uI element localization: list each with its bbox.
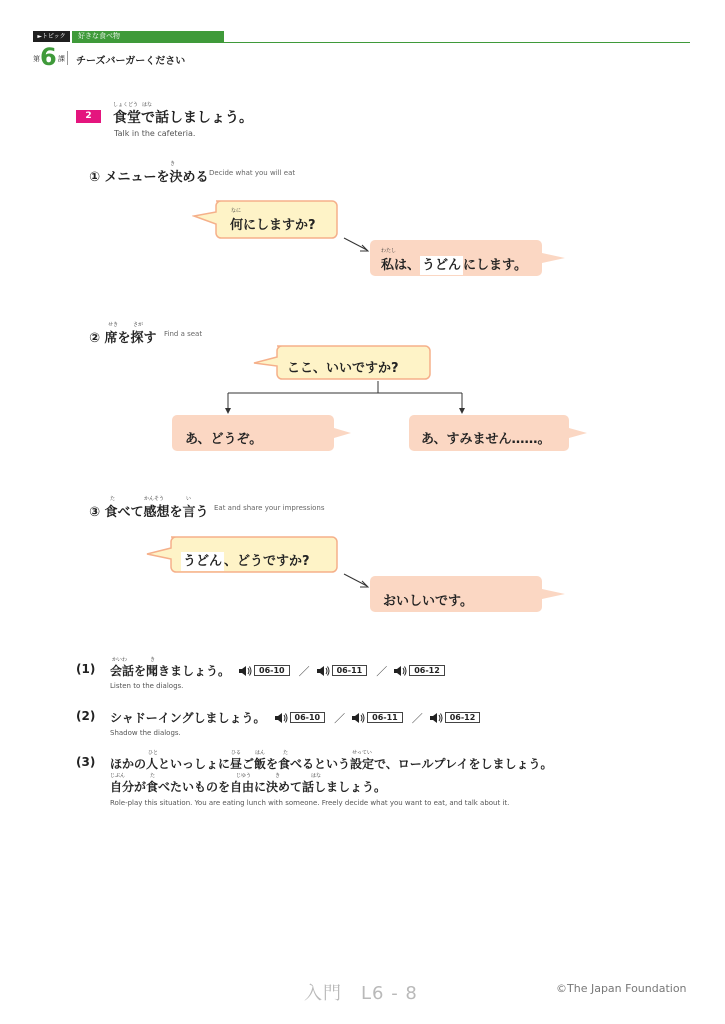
speaker-icon — [393, 666, 407, 676]
speaker-icon — [429, 713, 443, 723]
answer-text: にします。 — [463, 258, 527, 273]
step1-heading: ① メニューを決める — [89, 170, 209, 185]
audio-track-code: 06-12 — [445, 712, 481, 723]
ruby: せき — [108, 322, 119, 328]
section-number: 2 — [76, 110, 101, 123]
audio-track-code: 06-10 — [254, 665, 290, 676]
task-english: Role-play this situation. You are eating lunch with someone. Freely decide what you want to eat, and talk about it. — [110, 799, 510, 807]
ruby: はん — [255, 750, 266, 756]
audio-track-code: 06-11 — [367, 712, 403, 723]
ruby: しょくどう — [113, 102, 139, 108]
task-number: (3) — [76, 755, 96, 769]
topic-title: 好きな食べ物 — [72, 31, 224, 42]
step3-heading: ③ 食べて感想を言う — [89, 505, 209, 520]
ruby: き — [150, 657, 156, 663]
ruby: なに — [231, 208, 242, 214]
step3-english: Eat and share your impressions — [214, 504, 325, 512]
audio-button[interactable] — [316, 665, 368, 676]
question-text: 、どうですか? — [224, 554, 310, 569]
branch-arrows — [220, 380, 470, 416]
separator: ／ — [334, 711, 346, 725]
task-row — [110, 662, 448, 679]
lesson-dai: 第 — [33, 55, 40, 63]
audio-button[interactable] — [393, 665, 445, 676]
substitution-word: うどん — [422, 258, 462, 273]
step2-answer1: あ、どうぞ。 — [185, 432, 263, 447]
step3-answer: おいしいです。 — [383, 594, 473, 609]
audio-track-code: 06-12 — [409, 665, 445, 676]
task-text: 会話を聞きましょう。 — [110, 664, 231, 678]
lesson-divider — [67, 51, 68, 65]
audio-button[interactable] — [429, 712, 481, 723]
task-row — [110, 709, 483, 726]
step2-question: ここ、いいですか? — [287, 361, 399, 376]
step3-question — [181, 550, 310, 569]
ruby: ひる — [231, 750, 242, 756]
ruby: た — [110, 496, 116, 502]
task-text: シャドーイングしましょう。 — [110, 711, 266, 725]
speaker-icon — [316, 666, 330, 676]
ruby: き — [170, 161, 176, 167]
ruby: せってい — [352, 750, 372, 756]
separator: ／ — [376, 664, 388, 678]
substitution-word: うどん — [183, 554, 223, 569]
audio-track-code: 06-11 — [332, 665, 368, 676]
separator: ／ — [411, 711, 423, 725]
audio-track-code: 06-10 — [290, 712, 326, 723]
lesson-title: チーズバーガーください — [76, 56, 186, 67]
audio-button[interactable] — [238, 665, 290, 676]
step2-heading: ② 席を探す — [89, 331, 157, 346]
section-subtitle: Talk in the cafeteria. — [114, 129, 196, 138]
ruby: じぶん — [110, 773, 126, 779]
audio-button[interactable] — [351, 712, 403, 723]
ruby: かいわ — [112, 657, 128, 663]
ruby: はな — [142, 102, 153, 108]
lesson-ka: 課 — [58, 55, 65, 63]
header-rule — [72, 42, 690, 43]
task-english: Listen to the dialogs. — [110, 682, 184, 690]
step1-english: Decide what you will eat — [209, 169, 296, 177]
step2-english: Find a seat — [164, 330, 203, 338]
step1-question: 何にしますか? — [230, 218, 316, 233]
ruby: さが — [133, 322, 144, 328]
speaker-icon — [274, 713, 288, 723]
separator: ／ — [298, 664, 310, 678]
topic-tag: ►トピック — [33, 31, 70, 42]
page-number: 入門 L6 - 8 — [304, 983, 418, 1004]
ruby: た — [283, 750, 289, 756]
ruby: き — [275, 773, 281, 779]
step2-answer2: あ、すみません……。 — [421, 432, 551, 447]
ruby: た — [150, 773, 156, 779]
task-number: (1) — [76, 662, 96, 676]
arrow — [343, 236, 373, 254]
ruby: ひと — [148, 750, 159, 756]
lesson-number: 6 — [40, 43, 57, 71]
copyright: ©The Japan Foundation — [556, 982, 687, 995]
speaker-icon — [351, 713, 365, 723]
ruby: じゆう — [236, 773, 252, 779]
ruby: い — [186, 496, 192, 502]
task-english: Shadow the dialogs. — [110, 729, 181, 737]
answer-text: 私は、 — [381, 258, 421, 273]
ruby: はな — [311, 773, 322, 779]
task-text: 自分が食べたいものを自由に決めて話しましょう。 — [110, 780, 387, 794]
speaker-icon — [238, 666, 252, 676]
section-title: 食堂で話しましょう。 — [113, 110, 253, 126]
audio-button[interactable] — [274, 712, 326, 723]
step1-answer — [381, 254, 527, 273]
arrow — [343, 572, 373, 590]
ruby: かんそう — [144, 496, 165, 502]
ruby: わたし — [381, 248, 397, 254]
task-number: (2) — [76, 709, 96, 723]
task-text: ほかの人といっしょに昼ご飯を食べるという設定で、ロールプレイをしましょう。 — [110, 757, 553, 771]
